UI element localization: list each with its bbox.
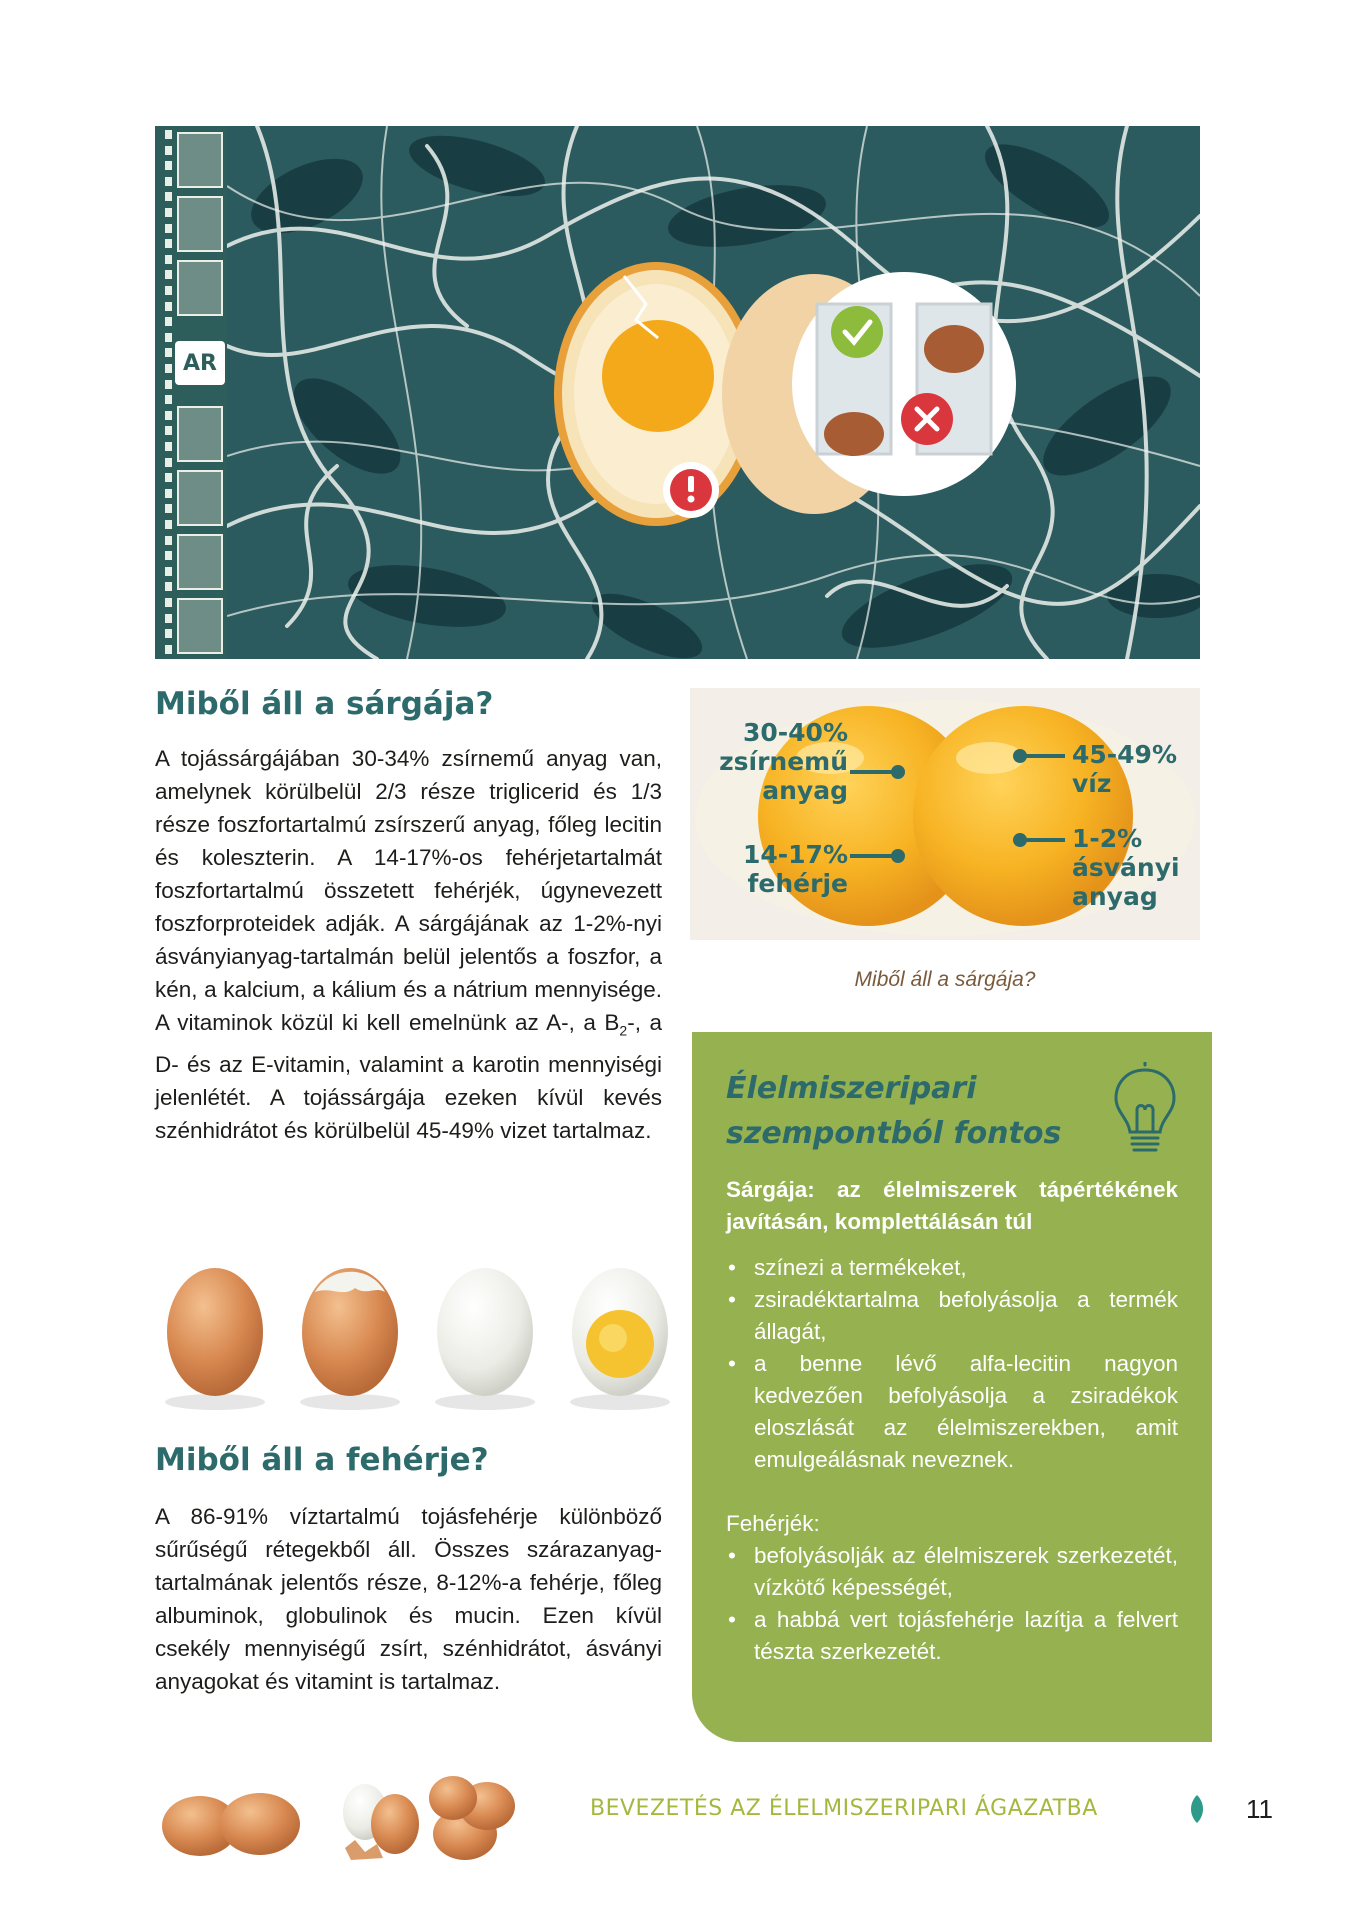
film-hole bbox=[165, 598, 172, 607]
scribble-pattern bbox=[227, 126, 1200, 659]
film-hole bbox=[165, 551, 172, 560]
film-hole bbox=[165, 395, 172, 404]
film-hole bbox=[165, 582, 172, 591]
list-item: • zsiradéktartalma befolyásolja a termék állagát, bbox=[726, 1284, 1178, 1348]
film-frame bbox=[177, 132, 223, 188]
page-number: 11 bbox=[1246, 1794, 1273, 1824]
fat-percent: 30-40% bbox=[742, 718, 848, 747]
hero-banner bbox=[155, 126, 1200, 659]
mineral-name-2: anyag bbox=[1072, 882, 1158, 911]
film-hole bbox=[165, 192, 172, 201]
white-heading-title: Miből áll a fehérje? bbox=[155, 1442, 489, 1478]
yolk-paragraph-end: -, a D- és az E-vitamin, valamint a karotin mennyiségi jelenlétét. A tojássárgája ezeken kívül kevés szénhidrátot és körülbelül 45-49% vizet tartalmaz. bbox=[155, 1010, 663, 1143]
mineral-name-1: ásványi bbox=[1072, 853, 1180, 882]
film-frame bbox=[177, 196, 223, 252]
film-frame bbox=[177, 470, 223, 526]
film-hole bbox=[165, 146, 172, 155]
film-frame bbox=[177, 598, 223, 654]
yolk-paragraph-text: A tojássárgájában 30-34% zsírnemű anyag van, amelynek körülbelül 2/3 része triglicerid és 1/3 része foszfortartalmú zsírszerű anyag, főleg lecitin és koleszterin. A 14-17%-os fehérjetartalmát foszfortartalmú összetett fehérjék, úgynevezett foszforproteidek adják. A sárgájának az 1-2%-nyi ásványianyag-tartalmán belül jelentős a foszfor, a kén, a kalcium, a kálium és a nátrium mennyisége. A vitaminok közül ki kell emelnünk az A-, a B bbox=[155, 746, 662, 1035]
lightbulb-icon bbox=[1110, 1062, 1180, 1158]
box-title-line1: Élelmiszeripari bbox=[726, 1071, 977, 1106]
film-hole bbox=[165, 239, 172, 248]
fat-name-1: zsírnemű bbox=[719, 747, 848, 776]
film-hole bbox=[165, 302, 172, 311]
water-name: víz bbox=[1072, 769, 1112, 798]
yolk-label-mineral bbox=[1072, 824, 1180, 911]
bottom-eggs-photo bbox=[155, 1768, 515, 1868]
film-hole bbox=[165, 520, 172, 529]
list-item: • színezi a termékeket, bbox=[726, 1252, 1178, 1284]
film-hole bbox=[165, 177, 172, 186]
film-hole bbox=[165, 489, 172, 498]
film-hole bbox=[165, 426, 172, 435]
yolk-paragraph-subscript: 2 bbox=[619, 1022, 628, 1039]
film-hole bbox=[165, 270, 172, 279]
film-hole bbox=[165, 458, 172, 467]
white-points-list bbox=[726, 1540, 1178, 1668]
yolk-composition-figure bbox=[690, 688, 1200, 940]
film-hole bbox=[165, 208, 172, 217]
film-hole bbox=[165, 645, 172, 654]
white-paragraph: A 86-91% víztartalmú tojásfehérje különböző sűrűségű rétegekből áll. Összes szárazanyag-tartalmának jelentős része, 8-12%-a fehérje, főleg albuminok, globulinok és mucin. Ezen kívül csekély mennyiségű zsírt, szénhidrátot, ásványi anyagokat és vitamint is tartalmaz. bbox=[155, 1504, 662, 1694]
film-hole bbox=[165, 473, 172, 482]
white-heading: Fehérjék: bbox=[726, 1511, 820, 1536]
industry-importance-box bbox=[692, 1032, 1212, 1742]
film-hole bbox=[165, 380, 172, 389]
egg-stages-photo bbox=[155, 1252, 675, 1412]
yolk-points-list bbox=[726, 1252, 1178, 1476]
leaf-icon bbox=[1188, 1794, 1206, 1824]
film-hole bbox=[165, 224, 172, 233]
yolk-label-protein bbox=[706, 840, 848, 898]
list-item: • a benne lévő alfa-lecitin nagyon kedvezően befolyásolja a zsiradékok eloszlását az élelmiszerekben, amit emulgeálásnak neveznek. bbox=[726, 1348, 1178, 1476]
film-hole bbox=[165, 348, 172, 357]
protein-name: fehérje bbox=[747, 869, 848, 898]
film-hole bbox=[165, 567, 172, 576]
yolk-heading: Miből áll a sárgája? bbox=[155, 686, 494, 722]
film-hole bbox=[165, 614, 172, 623]
mineral-percent: 1-2% bbox=[1072, 824, 1143, 853]
film-frame bbox=[177, 406, 223, 462]
film-hole bbox=[165, 364, 172, 373]
yolk-paragraph bbox=[155, 742, 662, 1147]
film-hole bbox=[165, 504, 172, 513]
film-hole bbox=[165, 629, 172, 638]
water-percent: 45-49% bbox=[1072, 740, 1178, 769]
film-frame bbox=[177, 260, 223, 316]
box-intro: Sárgája: az élelmiszerek tápértékének javításán, komplettálásán túl bbox=[726, 1177, 1178, 1234]
film-hole bbox=[165, 130, 172, 139]
list-item: • a habbá vert tojásfehérje lazítja a felvert tészta szerkezetét. bbox=[726, 1604, 1178, 1668]
film-hole bbox=[165, 317, 172, 326]
list-item: • befolyásolják az élelmiszerek szerkezetét, vízkötő képességét, bbox=[726, 1540, 1178, 1604]
film-hole bbox=[165, 255, 172, 264]
filmstrip bbox=[155, 126, 227, 659]
box-title-line2: szempontból fontos bbox=[726, 1116, 1062, 1151]
film-hole bbox=[165, 161, 172, 170]
protein-percent: 14-17% bbox=[742, 840, 848, 869]
yolk-label-fat bbox=[706, 718, 848, 805]
film-frame bbox=[177, 534, 223, 590]
film-hole bbox=[165, 536, 172, 545]
ar-badge[interactable]: AR bbox=[175, 341, 225, 385]
footer-title: BEVEZETÉS AZ ÉLELMISZERIPARI ÁGAZATBA bbox=[590, 1796, 1098, 1821]
film-hole bbox=[165, 411, 172, 420]
film-hole bbox=[165, 286, 172, 295]
film-hole bbox=[165, 333, 172, 342]
fat-name-2: anyag bbox=[762, 776, 848, 805]
film-hole bbox=[165, 442, 172, 451]
yolk-label-water bbox=[1072, 740, 1177, 798]
yolk-figure-caption: Miből áll a sárgája? bbox=[854, 968, 1036, 991]
